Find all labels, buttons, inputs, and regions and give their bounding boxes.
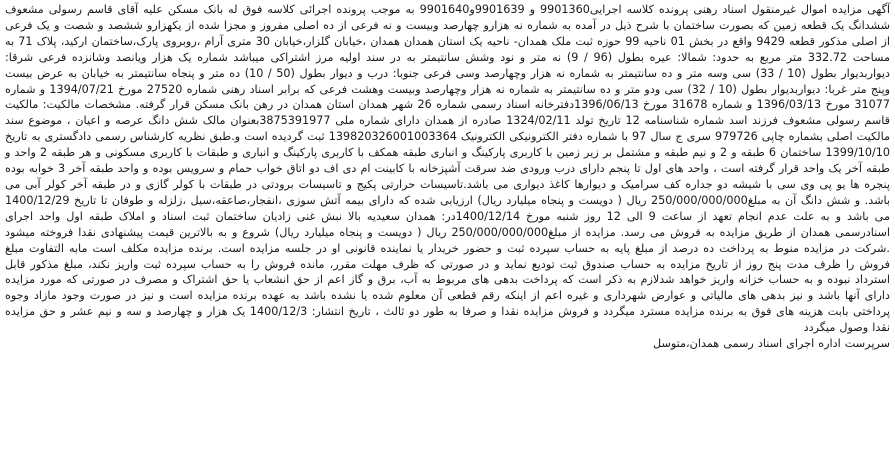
notice-body: آگهی مزایده اموال غیرمنقول اسناد رهنی پرونده کلاسه اجرایی9901360 و 9901639و9901640 به موجب پرونده اجرائی کلاسه فوق له بانک مسکن علیه آقای قاسم رسولی مشعوف ششدانگ یک قطعه زمین که بصورت ساختمان با شرح ذیل در آمده به شماره نه هزارو چهارصد وبیست و نه فرعی از ده اصلی مفروز و مجزا شده از یکهزارو ششصد و شصت و یک فرعی از اصلی مذکور قطعه 9429 واقع در بخش 01 ناحیه 99 حوزه ثبت ملک همدان- ناحیه یک استان همدان همدان ،خیابان گلزار،خیابان 30 متری آرام ،روبروی پارک،ساختمان ارکید، پلاک 71 به مساحت 332.72 متر مربع به حدود: شمالا: عیره بطول (96 / 9) نه متر و نود وشش سانتیمتر به در سند اولیه مرز اشتراکی میباشد شماره یک هزار ویانصد وشانزده فرعی شرقا: دیواربدیوار بطول (10 / 33) سی وسه متر و ده سانتیمتر به شماره نه هزار وچهارصد وسی فرعی جنوبا: درب و دیوار بطول (50 / 10) ده متر و پنجاه سانتیمتر به خیابان به عرض بیست وپنج متر غربا: دیواربدیوار بطول (10 / 32) سی ودو متر و ده سانتیمتر به شماره نه هزار وچهارصد وبیست وهشت فرعی که برابر اسناد رهنی شماره 27520 مورخ 1394/07/21 و شماره 31077 مورخ 1396/03/13 و شماره 31678 مورخ 1396/06/13دفترخانه اسناد رسمی شماره 26 شهر همدان استان همدان در رهن بانک مسکن قرار گرفته. مشخصات مالکیت: مالکیت قاسم رسولی مشعوف فرزند اسد شماره شناسنامه 12 تاریخ تولد 1324/02/11 صادره از همدان دارای شماره ملی 3875391977بعنوان مالک شش دانگ عرصه و اعیان ، موضوع سند مالکیت اصلی بشماره چاپی 979726 سری ج سال 97 با شماره دفتر الکترونیکی الکترونیک 139820326001003364 ثبت گردیده است و.طبق نظریه کارشناس رسمی دادگستری به تاریخ 1399/10/10 ساختمان 6 طبقه و 2 و نیم طبقه و مشتمل بر زیر زمین با کاربری پارکینگ و انباری طبقه همکف با کاربری پارکینگ و انباری و طبقات با کاربری مسکونی و هر طبقه 2 واحد و طبقه آخر یک واحد قرار گرفته است ، واحد های اول تا پنجم دارای درب ورودی ضد سرقت آشپزخانه با کابینت ام دی اف دو اتاق خواب حمام و سرویس بوده و واحد طبقه آخر 3 خوابه بوده پنجره ها یو پی وی سی با شیشه دو جداره کف سرامیک و دیوارها کاغذ دیواری می باشد.تاسیسات حرارتی پکیج و تاسیسات برودتی در طبقات با کولر گازی و در طبقه آخر کولر آبی می باشد. و شش دانگ آن به مبلغ250/000/000/000 ریال ( دویست و پنجاه میلیارد ریال) ارزیابی شده که دارای بیمه آتش سوزی ،انفجار،صاعقه،سیل ،زلزله و طوفان تا تاریخ 1400/12/29 می باشد و به علت عدم انجام تعهد از ساعت 9 الی 12 روز شنبه مورخ 1400/12/14در: همدان سعیدیه بالا نبش غنی زادیان ساختمان ثبت اسناد و املاک طبقه اول واحد اجرای اسنادرسمی همدان از طریق مزایده به فروش می رسد. مزایده از مبلغ250/000/000/000 ریال ( دویست و پنجاه میلیارد ریال) شروع و به بالاترین قیمت پیشنهادی نقدا فروخته میشود .شرکت در مزایده منوط به پرداخت ده درصد از مبلغ پایه به حساب سپرده ثبت و حضور خریدار یا نماینده قانونی او در جلسه مزایده است. برنده مزایده مکلف است مابه التفاوت مبلغ فروش را ظرف مدت پنج روز از تاریخ مزایده به حساب صندوق ثبت تودیع نماید و در صورتی که ظرف مهلت مقرر، مانده فروش را به حساب سپرده ثبت واریز نکند، مبلغ مذکور قابل استرداد نبوده و به حساب خزانه واریز خواهد شدلازم به ذکر است که پرداخت بدهی های مربوط به آب، برق و گاز اعم از حق انشعاب یا حق اشتراک و مصرف در صورتی که مورد مزایده دارای آنها باشد و نیز بدهی های مالیاتی و عوارض شهرداری و غیره اعم از اینکه رقم قطعی آن معلوم شده یا نشده باشد به عهده برنده مزایده است و نیز در صورت وجود مازاد وجوه پرداختی بابت هزینه های فوق به برنده مزایده مسترد میگردد و فروش مزایده نقدا و صرفا به طور دو ثالث ، تاریخ انتشار: 1400/12/3 یک هزار و چهارصد و سه و نیم عشر و حق مزایده نقدا وصول میگردد xyxy=(5,3,891,335)
notice-closing: سرپرست اداره اجرای اسناد رسمی همدان،متوسل xyxy=(653,337,890,351)
